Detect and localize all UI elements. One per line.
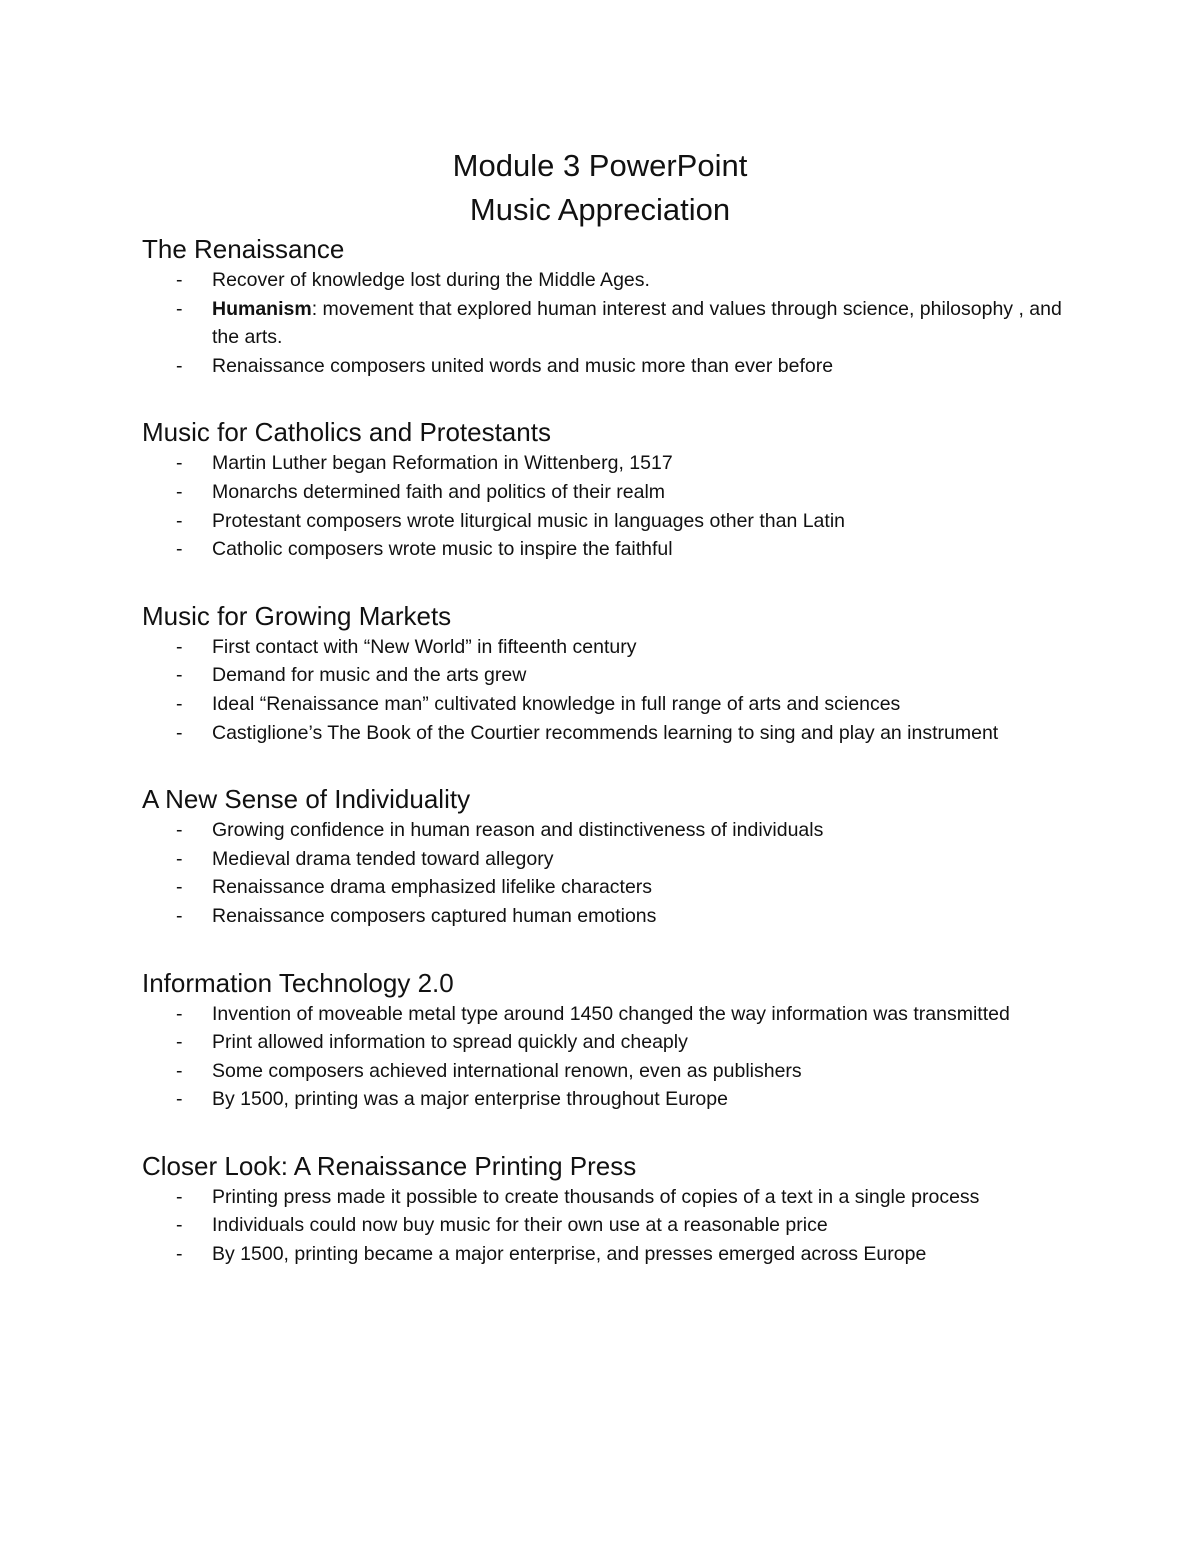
section [142, 1149, 1082, 1269]
bullet-dash: - [176, 1002, 183, 1025]
bullet-dash: - [176, 1088, 183, 1111]
bullet-list [142, 816, 1082, 930]
bullet-text: By 1500, printing was a major enterprise throughout Europe [212, 1088, 728, 1111]
bullet-item [142, 1000, 1082, 1029]
bullet-dash: - [176, 480, 183, 503]
bullet-text: Catholic composers wrote music to inspire the faithful [212, 538, 673, 561]
bullet-item [142, 1211, 1082, 1240]
bullet-text: Invention of moveable metal type around 1450 changed the way information was transmitted [212, 1002, 1010, 1025]
bullet-dash: - [176, 1214, 183, 1237]
document-title [0, 144, 1200, 232]
bullet-item [142, 661, 1082, 690]
bullet-dash: - [176, 269, 183, 291]
section [142, 599, 1082, 747]
bullet-item [142, 449, 1082, 478]
bullet-item [142, 507, 1082, 536]
bullet-dash: - [176, 538, 183, 561]
section-spacer [142, 1114, 1082, 1149]
document-body [142, 232, 1082, 1269]
title-line-2: Music Appreciation [469, 192, 731, 227]
section [142, 415, 1082, 563]
bullet-item [142, 816, 1082, 845]
section-spacer [142, 380, 1082, 415]
section-heading: Closer Look: A Renaissance Printing Press [142, 1150, 637, 1181]
bullet-text: Castiglione’s The Book of the Courtier recommends learning to sing and play an instrument [212, 721, 999, 744]
bullet-text: Medieval drama tended toward allegory [212, 847, 554, 870]
bullet-list [142, 1183, 1082, 1269]
bullet-list [142, 266, 1082, 380]
bullet-dash: - [176, 692, 183, 715]
bullet-list [142, 633, 1082, 747]
bullet-item [142, 1057, 1082, 1086]
bullet-dash: - [176, 354, 183, 377]
section-spacer [142, 564, 1082, 599]
bullet-dash: - [176, 635, 183, 658]
bullet-item [142, 1028, 1082, 1057]
bullet-dash: - [176, 847, 183, 870]
bullet-dash: - [176, 664, 183, 687]
bullet-item [142, 478, 1082, 507]
bullet-text: First contact with “New World” in fifteenth century [212, 635, 637, 658]
bullet-dash: - [176, 1059, 183, 1082]
bullet-text: Recover of knowledge lost during the Middle Ages. [212, 269, 650, 291]
bullet-dash: - [176, 721, 183, 744]
section-heading: Music for Catholics and Protestants [142, 417, 551, 448]
bullet-item [142, 266, 1082, 295]
bullet-item [142, 902, 1082, 931]
bullet-item [142, 719, 1082, 748]
bullet-dash: - [176, 819, 183, 842]
bullet-text: Martin Luther began Reformation in Wittenberg, 1517 [212, 452, 673, 475]
bullet-dash: - [176, 1243, 183, 1266]
bullet-text: Ideal “Renaissance man” cultivated knowledge in full range of arts and sciences [212, 692, 901, 715]
bullet-text: Some composers achieved international renown, even as publishers [212, 1059, 802, 1082]
bullet-dash: - [176, 509, 183, 532]
bullet-text: Growing confidence in human reason and distinctiveness of individuals [212, 819, 824, 842]
section [142, 782, 1082, 930]
bullet-dash: - [176, 904, 183, 927]
bullet-text: Monarchs determined faith and politics of their realm [212, 480, 666, 503]
section-heading: Information Technology 2.0 [142, 967, 454, 998]
bullet-item [142, 1240, 1082, 1269]
bullet-text: Print allowed information to spread quickly and cheaply [212, 1031, 688, 1054]
bullet-text: Renaissance composers united words and music more than ever before [212, 354, 834, 377]
bullet-item [142, 845, 1082, 874]
bullet-dash: - [176, 1185, 183, 1208]
bullet-item [142, 633, 1082, 662]
bullet-item [142, 690, 1082, 719]
bullet-item [142, 295, 1082, 352]
section-spacer [142, 747, 1082, 782]
bullet-list [142, 1000, 1082, 1114]
bullet-item [142, 1085, 1082, 1114]
bullet-item [142, 535, 1082, 564]
bullet-text: By 1500, printing became a major enterprise, and presses emerged across Europe [212, 1243, 927, 1266]
bullet-dash: - [176, 452, 183, 475]
section-heading: A New Sense of Individuality [142, 784, 471, 815]
bullet-dash: - [176, 876, 183, 899]
bullet-text: Printing press made it possible to create thousands of copies of a text in a single process [212, 1185, 980, 1208]
bullet-list [142, 449, 1082, 563]
section [142, 232, 1082, 380]
bullet-text: : movement that explored human interest and values through science, philosophy , and the arts. [212, 297, 1062, 349]
bullet-dash: - [176, 297, 183, 320]
bullet-item [142, 873, 1082, 902]
section-spacer [142, 931, 1082, 966]
bullet-text: Individuals could now buy music for their own use at a reasonable price [212, 1214, 828, 1237]
title-line-1: Module 3 PowerPoint [452, 148, 748, 183]
bullet-item [142, 352, 1082, 381]
section-heading: The Renaissance [142, 234, 345, 264]
bullet-item [142, 1183, 1082, 1212]
section [142, 966, 1082, 1114]
bullet-term: Humanism [212, 297, 312, 320]
bullet-text: Demand for music and the arts grew [212, 664, 527, 687]
section-heading: Music for Growing Markets [142, 600, 452, 631]
bullet-text: Renaissance composers captured human emotions [212, 904, 657, 927]
bullet-dash: - [176, 1031, 183, 1054]
bullet-text: Protestant composers wrote liturgical music in languages other than Latin [212, 509, 845, 532]
bullet-text: Renaissance drama emphasized lifelike characters [212, 876, 653, 899]
